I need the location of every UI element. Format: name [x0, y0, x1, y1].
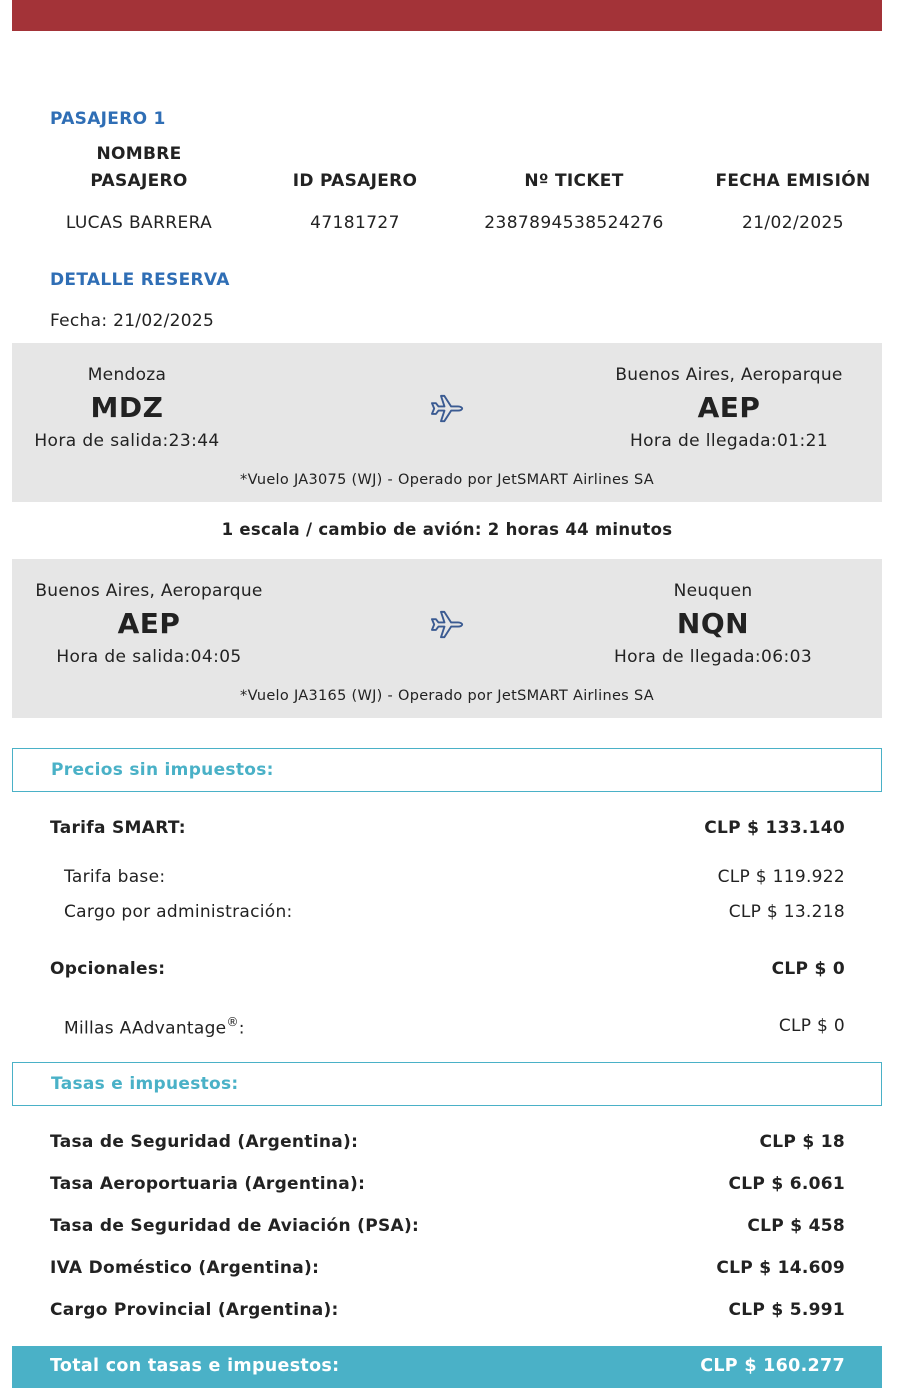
passenger-id: 47181727 — [310, 213, 400, 233]
passenger-name: LUCAS BARRERA — [65, 213, 213, 233]
cargo-admin-row — [50, 902, 845, 926]
airplane-icon — [428, 387, 466, 425]
flight-segment-2 — [12, 559, 882, 718]
tarifa-base-row — [50, 867, 845, 891]
flight-1-departure: Hora de salida:23:44 — [34, 431, 220, 451]
prices-box — [12, 748, 882, 792]
tax-row — [50, 1300, 845, 1324]
flight-1-dest-city: Buenos Aires, Aeroparque — [615, 365, 843, 385]
header-ticket: Nº TICKET — [524, 171, 624, 191]
layover-info: 1 escala / cambio de avión: 2 horas 44 minutos — [221, 520, 673, 539]
millas-value: CLP $ 0 — [778, 1016, 845, 1036]
tarifa-smart-label: Tarifa SMART: — [50, 818, 186, 838]
cargo-admin-label: Cargo por administración: — [64, 902, 293, 922]
tax-label: Cargo Provincial (Argentina): — [50, 1300, 339, 1320]
ticket-number: 2387894538524276 — [484, 213, 664, 233]
flight-2-dest-code: NQN — [676, 607, 750, 640]
flight-1-dest-code: AEP — [697, 391, 761, 424]
taxes-title: Tasas e impuestos: — [51, 1074, 239, 1094]
tax-value: CLP $ 6.061 — [728, 1174, 845, 1194]
flight-2-origin-code: AEP — [117, 607, 181, 640]
tax-row — [50, 1174, 845, 1198]
flight-1-origin-code: MDZ — [90, 391, 164, 424]
issue-date: 21/02/2025 — [742, 213, 844, 233]
header-id-pasajero: ID PASAJERO — [292, 171, 418, 191]
tax-value: CLP $ 18 — [759, 1132, 845, 1152]
header-bar — [12, 0, 882, 31]
tax-row — [50, 1258, 845, 1282]
flight-segment-1 — [12, 343, 882, 502]
tarifa-base-value: CLP $ 119.922 — [717, 867, 845, 887]
flight-2-origin-city: Buenos Aires, Aeroparque — [35, 581, 263, 601]
total-value: CLP $ 160.277 — [700, 1356, 845, 1376]
airplane-icon — [428, 603, 466, 641]
tax-label: IVA Doméstico (Argentina): — [50, 1258, 320, 1278]
total-bar — [12, 1346, 882, 1388]
tarifa-base-label: Tarifa base: — [64, 867, 166, 887]
total-label: Total con tasas e impuestos: — [50, 1356, 340, 1376]
tax-value: CLP $ 458 — [747, 1216, 845, 1236]
flight-1-origin-city: Mendoza — [87, 365, 167, 385]
flight-1-arrival: Hora de llegada:01:21 — [629, 431, 829, 451]
flight-2-note: *Vuelo JA3165 (WJ) - Operado por JetSMART Airlines SA — [240, 688, 654, 704]
flight-2-departure: Hora de salida:04:05 — [56, 647, 242, 667]
flight-1-note: *Vuelo JA3075 (WJ) - Operado por JetSMART Airlines SA — [240, 472, 654, 488]
tax-label: Tasa de Seguridad (Argentina): — [50, 1132, 359, 1152]
tax-label: Tasa Aeroportuaria (Argentina): — [50, 1174, 366, 1194]
millas-row — [50, 1016, 845, 1040]
millas-label: Millas AAdvantage®: — [64, 1015, 245, 1039]
opcionales-value: CLP $ 0 — [771, 959, 845, 979]
header-nombre-pasajero — [39, 141, 239, 195]
tarifa-smart-row — [50, 818, 845, 842]
tax-row — [50, 1132, 845, 1156]
opcionales-row — [50, 959, 845, 983]
cargo-admin-value: CLP $ 13.218 — [728, 902, 845, 922]
header-fecha-emision: FECHA EMISIÓN — [715, 171, 871, 191]
flight-2-dest-city: Neuquen — [673, 581, 753, 601]
header-nombre-line2: PASAJERO — [90, 171, 188, 191]
booking-section-title: DETALLE RESERVA — [50, 270, 230, 290]
tax-value: CLP $ 5.991 — [728, 1300, 845, 1320]
tax-row — [50, 1216, 845, 1240]
taxes-box — [12, 1062, 882, 1106]
tax-value: CLP $ 14.609 — [716, 1258, 845, 1278]
header-nombre-line1: NOMBRE — [96, 144, 182, 164]
flight-2-arrival: Hora de llegada:06:03 — [613, 647, 813, 667]
passenger-section-title: PASAJERO 1 — [50, 109, 166, 129]
opcionales-label: Opcionales: — [50, 959, 166, 979]
tax-label: Tasa de Seguridad de Aviación (PSA): — [50, 1216, 420, 1236]
prices-title: Precios sin impuestos: — [51, 760, 274, 780]
booking-date: Fecha: 21/02/2025 — [50, 311, 215, 331]
tarifa-smart-value: CLP $ 133.140 — [704, 818, 845, 838]
